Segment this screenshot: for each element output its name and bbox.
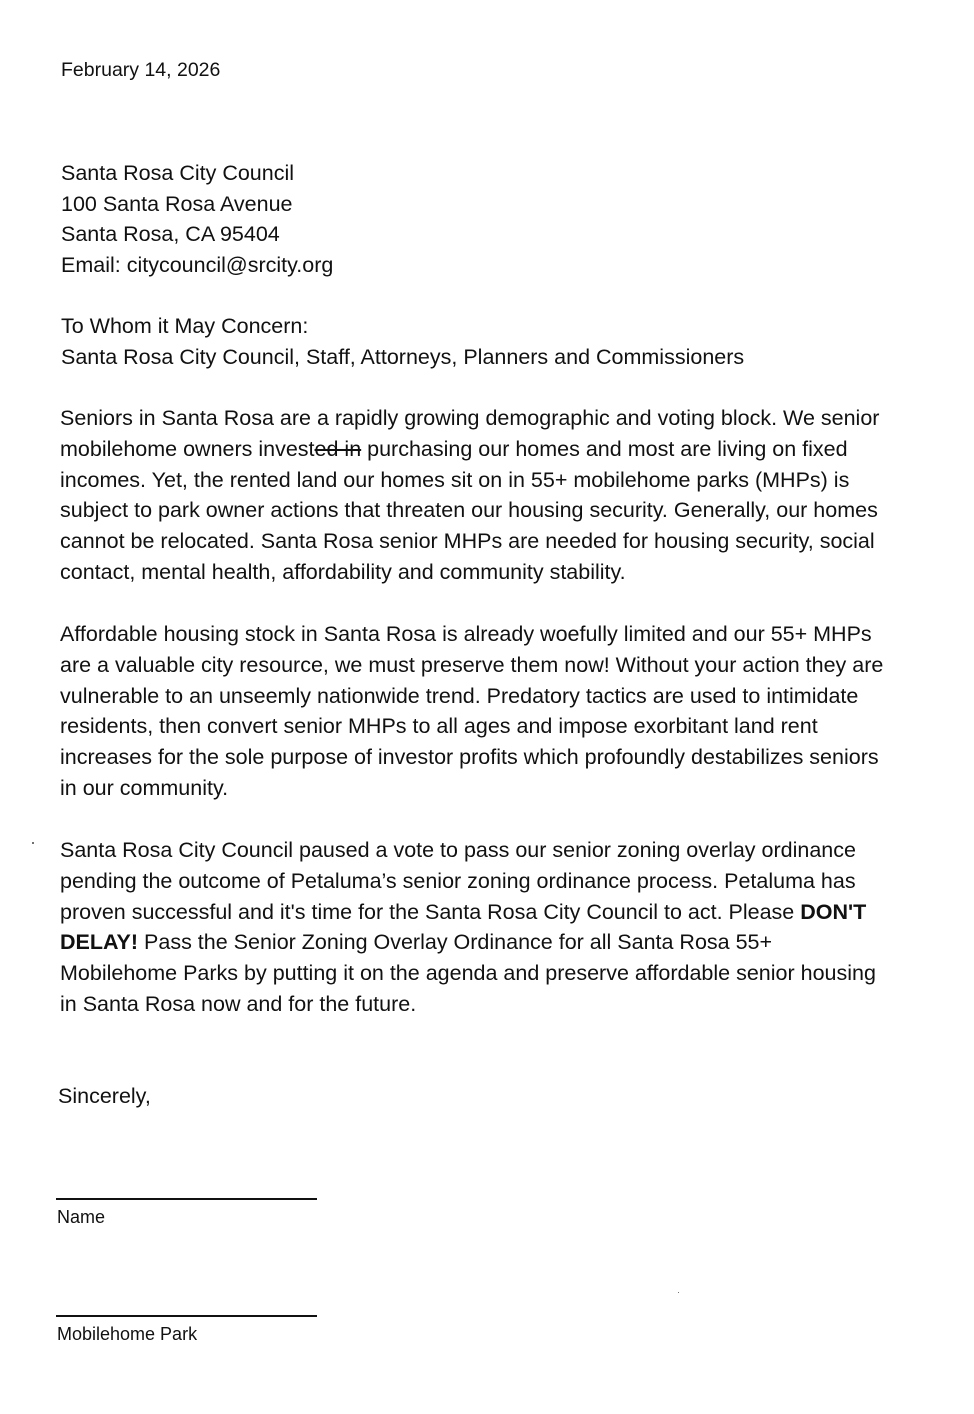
text-run: mobilehome owners invest (60, 436, 315, 461)
recipient-city: Santa Rosa, CA 95404 (61, 222, 280, 246)
struck-text: ed in (314, 436, 362, 461)
paragraph-seniors (60, 403, 960, 588)
paragraph-line: cannot be relocated. Santa Rosa senior MHPs are needed for housing security, social (60, 529, 875, 554)
salutation (61, 311, 744, 372)
paragraph-line (60, 927, 960, 958)
name-label: Name (57, 1207, 106, 1227)
paragraph-line: Santa Rosa City Council paused a vote to pass our senior zoning overlay ordinance (60, 838, 856, 862)
park-label: Mobilehome Park (57, 1324, 198, 1344)
salutation-line-1: To Whom it May Concern: (61, 314, 309, 338)
paragraph-line: contact, mental health, affordability and community stability. (60, 559, 626, 584)
paragraph-line: Seniors in Santa Rosa are a rapidly growing demographic and voting block. We senior (60, 406, 880, 430)
paragraph-line: increases for the sole purpose of investor profits which profoundly destabilizes seniors (60, 745, 879, 770)
recipient-street: 100 Santa Rosa Avenue (61, 191, 293, 216)
paragraph-line: are a valuable city resource, we must preserve them now! Without your action they are (60, 652, 884, 677)
paragraph-line (60, 434, 960, 465)
scan-speck (32, 842, 34, 844)
letter-date: February 14, 2026 (61, 59, 221, 81)
emphasis-dont: DON'T (800, 899, 867, 924)
paragraph-line: residents, then convert senior MHPs to all ages and impose exorbitant land rent (60, 714, 818, 739)
text-run: proven successful and it's time for the Santa Rosa City Council to act. Please (60, 899, 801, 924)
scan-speck (678, 1292, 679, 1293)
park-signature-line[interactable] (56, 1315, 317, 1317)
paragraph-line: subject to park owner actions that threaten our housing security. Generally, our homes (60, 498, 878, 523)
paragraph-ordinance (60, 835, 960, 1020)
closing: Sincerely, (58, 1084, 151, 1108)
paragraph-line (60, 897, 960, 928)
paragraph-line: vulnerable to an unseemly nationwide trend. Predatory tactics are used to intimidate (60, 683, 859, 708)
paragraph-line: incomes. Yet, the rented land our homes sit on in 55+ mobilehome parks (MHPs) is (60, 467, 850, 492)
salutation-line-2: Santa Rosa City Council, Staff, Attorneys, Planners and Commissioners (61, 344, 745, 369)
paragraph-line: Affordable housing stock in Santa Rosa is already woefully limited and our 55+ MHPs (60, 622, 872, 646)
text-run: purchasing our homes and most are living on fixed (361, 436, 848, 461)
recipient-name: Santa Rosa City Council (61, 161, 295, 185)
emphasis-delay: DELAY! (60, 930, 139, 955)
paragraph-line: Mobilehome Parks by putting it on the agenda and preserve affordable senior housing (60, 961, 876, 986)
paragraph-line: pending the outcome of Petaluma’s senior zoning ordinance process. Petaluma has (60, 868, 856, 893)
recipient-email: Email: citycouncil@srcity.org (61, 252, 334, 277)
paragraph-line: in our community. (60, 775, 229, 800)
text-run: Pass the Senior Zoning Overlay Ordinance for all Santa Rosa 55+ (138, 930, 773, 955)
recipient-address (61, 158, 333, 280)
paragraph-affordable-housing (60, 619, 960, 804)
name-signature-line[interactable] (56, 1198, 317, 1200)
paragraph-line: in Santa Rosa now and for the future. (60, 991, 417, 1016)
